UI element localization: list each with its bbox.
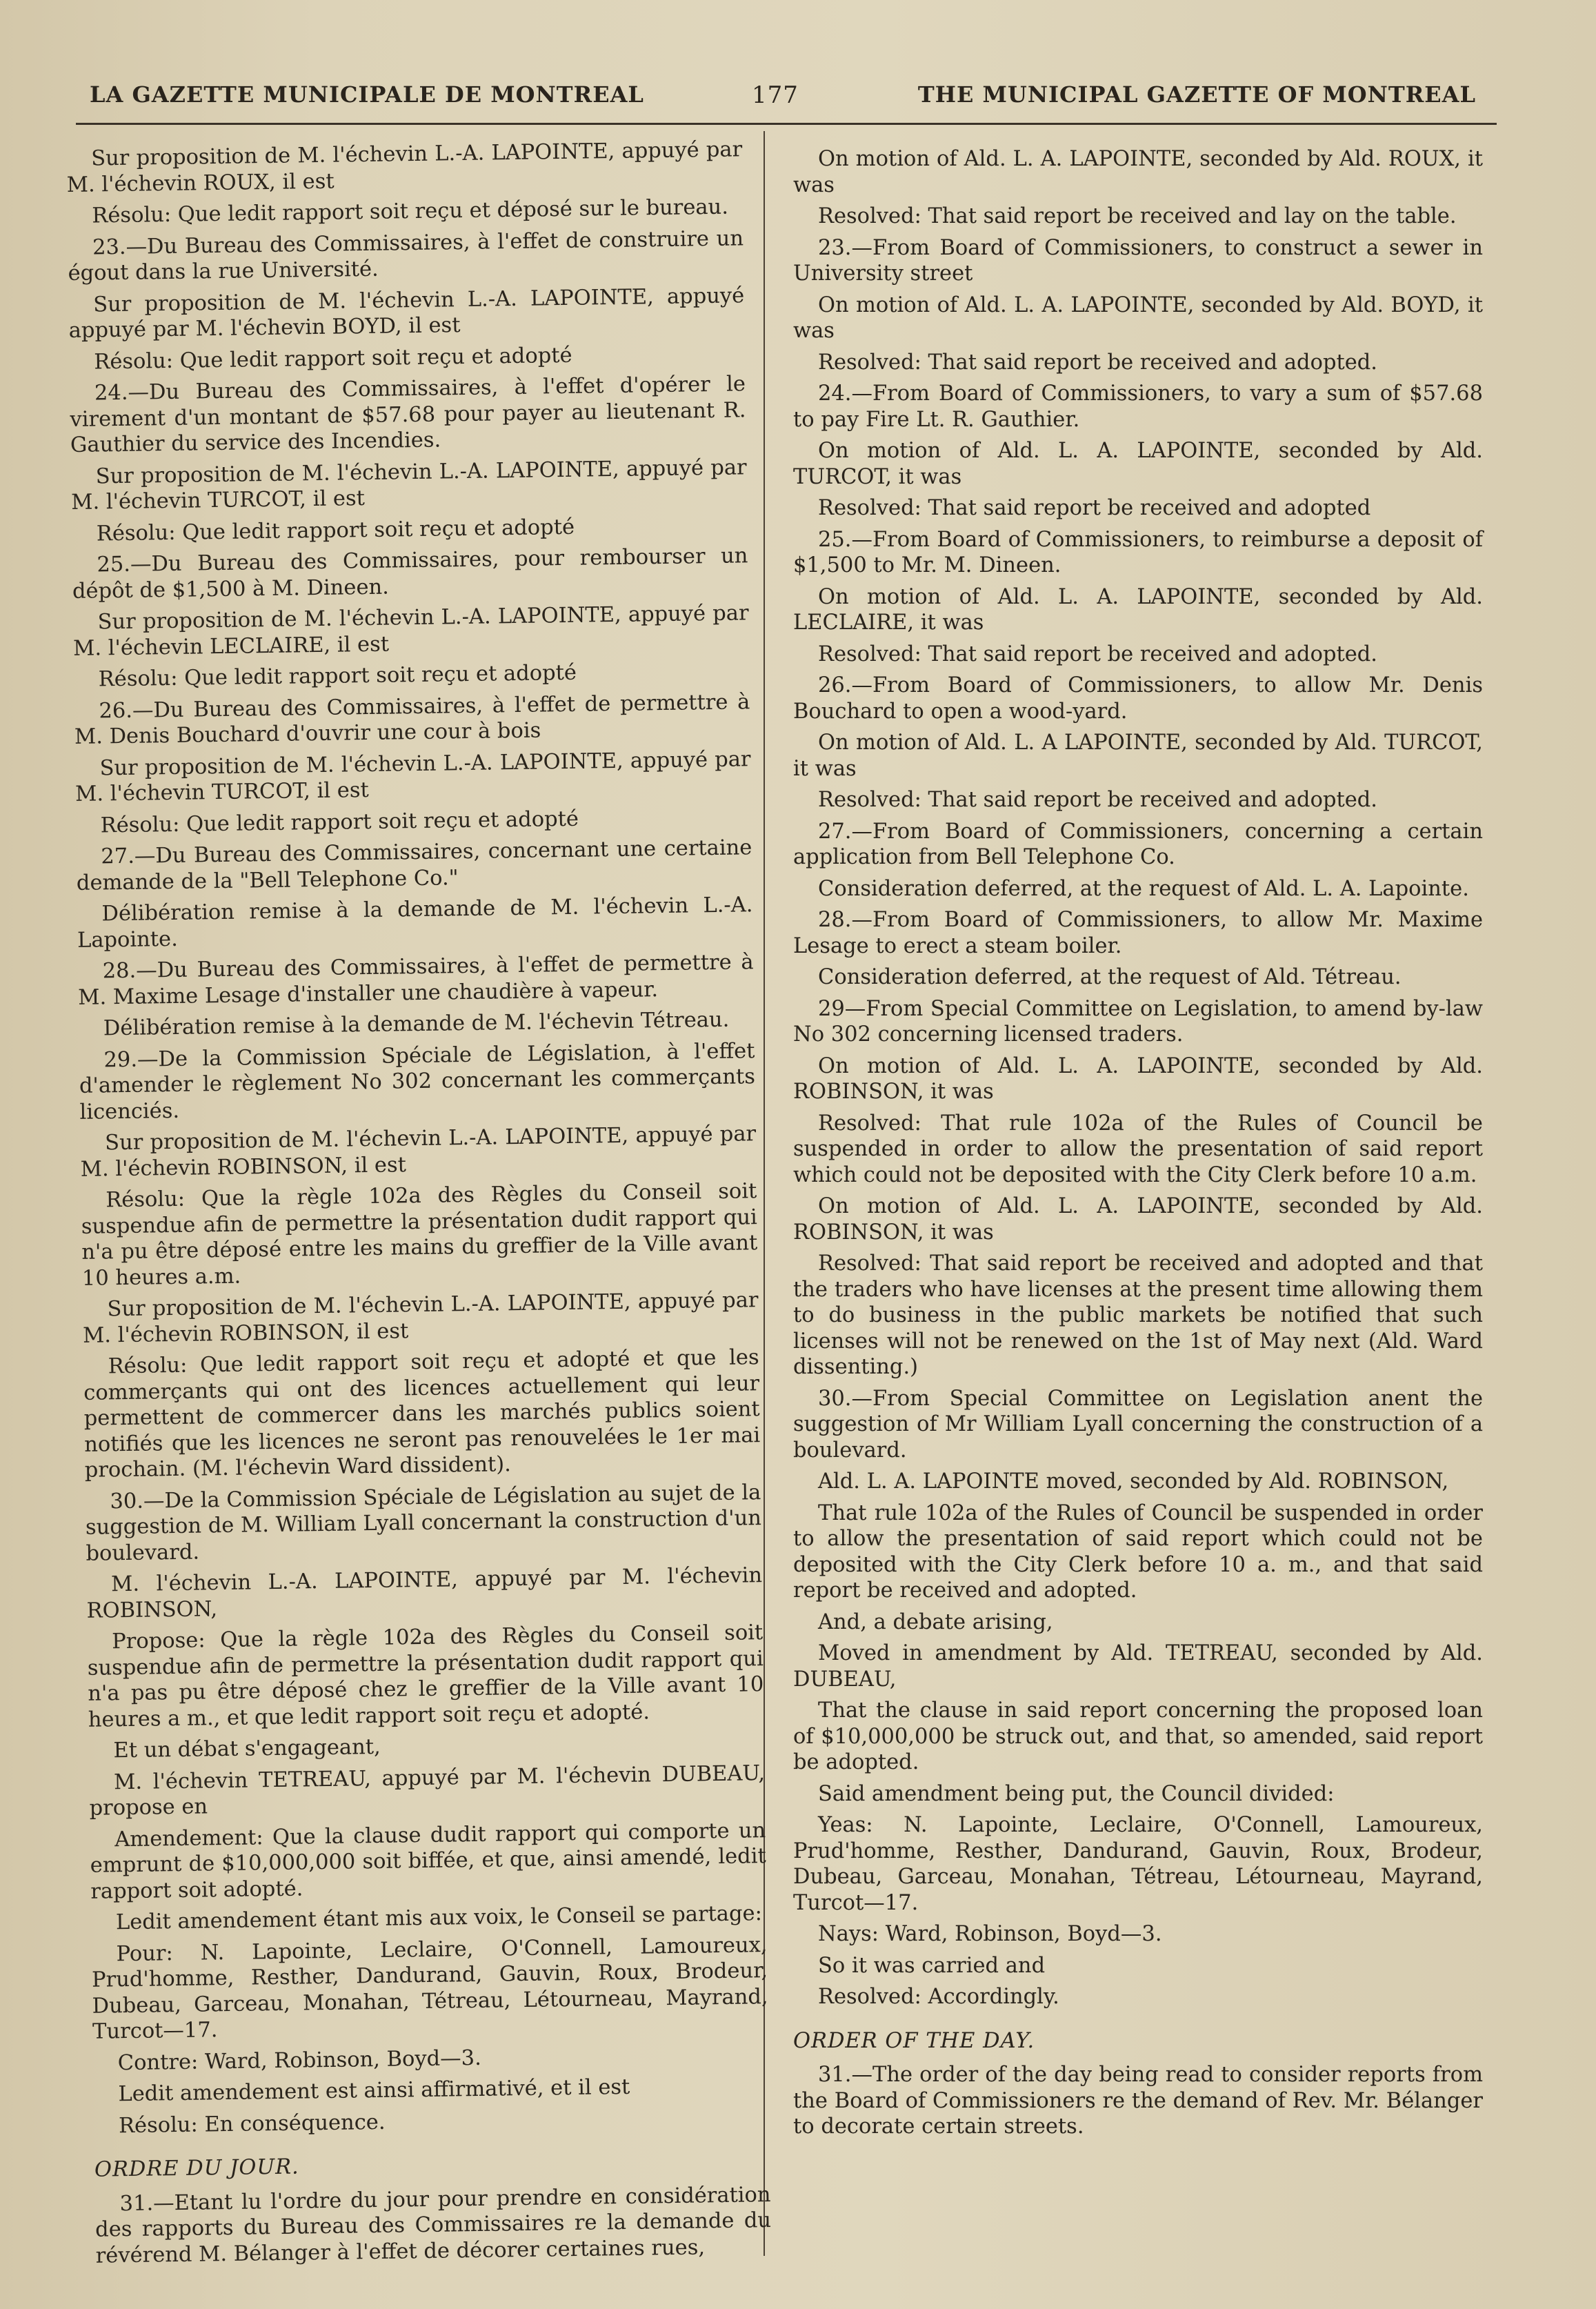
french-paragraph: Sur proposition de M. l'échevin L.-A. LAPOINTE, appuyé par M. l'échevin LECLAIRE, il est	[72, 601, 749, 661]
english-paragraph: Resolved: That said report be received and adopted.	[818, 788, 1377, 812]
english-section-heading: ORDER OF THE DAY.	[793, 2028, 1035, 2053]
english-paragraph: On motion of Ald. L. A. LAPOINTE, seconded by Ald. ROUX, it was	[793, 147, 1483, 197]
page-header	[90, 81, 1476, 123]
french-paragraph: Résolu: En conséquence.	[118, 2110, 386, 2138]
french-paragraph: 25.—Du Bureau des Commissaires, pour rembourser un dépôt de $1,500 à M. Dineen.	[72, 544, 748, 604]
french-paragraph: 26.—Du Bureau des Commissaires, à l'effet de permettre à M. Denis Bouchard d'ouvrir une cour à bois	[74, 689, 750, 749]
english-paragraph: Consideration deferred, at the request of Ald. L. A. Lapointe.	[818, 876, 1469, 901]
french-column	[66, 137, 772, 2274]
french-paragraph: Sur proposition de M. l'échevin L.-A. LAPOINTE, appuyé par M. l'échevin ROBINSON, il est	[82, 1288, 759, 1348]
english-paragraph: So it was carried and	[818, 1953, 1046, 1978]
french-paragraph: Délibération remise à la demande de M. l'échevin Tétreau.	[103, 1007, 730, 1041]
french-paragraph: M. l'échevin TETREAU, appuyé par M. l'échevin DUBEAU, propose en	[89, 1761, 766, 1821]
english-paragraph: On motion of Ald. L. A. LAPOINTE, seconded by Ald. BOYD, it was	[793, 293, 1483, 343]
french-paragraph: M. l'échevin L.-A. LAPOINTE, appuyé par M. l'échevin ROBINSON,	[86, 1563, 763, 1623]
french-paragraph: Délibération remise à la demande de M. l'échevin L.-A. Lapointe.	[77, 893, 753, 953]
english-paragraph: Said amendment being put, the Council divided:	[818, 1781, 1335, 1806]
english-paragraph: Consideration deferred, at the request of Ald. Tétreau.	[818, 965, 1402, 989]
english-paragraph: Resolved: That said report be received and adopted and that the traders who have licenses at the present time allowing them to do business in the public markets be notified that such licenses will not be renewed on the 1st of May next (Ald. Ward dissenting.)	[793, 1251, 1483, 1379]
header-french-title: LA GAZETTE MUNICIPALE DE MONTREAL	[90, 81, 644, 108]
french-paragraph: Pour: N. Lapointe, Leclaire, O'Connell, Lamoureux, Prud'homme, Resther, Dandurand, Gauvin, Roux, Brodeur, Dubeau, Garceau, Monahan, Tétreau, Létourneau, Mayrand, Turcot—17.	[91, 1932, 768, 2044]
french-paragraph: 23.—Du Bureau des Commissaires, à l'effet de construire un égout dans la rue Université.	[68, 226, 744, 286]
english-paragraph: Resolved: That said report be received and lay on the table.	[818, 204, 1457, 228]
french-paragraph: Résolu: Que ledit rapport soit reçu et adopté	[94, 343, 572, 374]
english-paragraph: Resolved: That rule 102a of the Rules of Council be suspended in order to allow the presentation of said report which could not be deposited with the City Clerk before 10 a.m.	[793, 1111, 1483, 1187]
english-paragraph: 26.—From Board of Commissioners, to allow Mr. Denis Bouchard to open a wood-yard.	[793, 673, 1483, 724]
english-paragraph: Moved in amendment by Ald. TETREAU, seconded by Ald. DUBEAU,	[793, 1641, 1483, 1692]
french-paragraph: Et un débat s'engageant,	[113, 1734, 381, 1763]
french-paragraph: 31.—Etant lu l'ordre du jour pour prendre en considération des rapports du Bureau des Commissaires re la demande du révérend M. Bélanger à l'effet de décorer certaines rues,	[94, 2182, 772, 2268]
english-paragraph: 27.—From Board of Commissioners, concerning a certain application from Bell Telephone Co.	[793, 819, 1483, 869]
english-paragraph: 29—From Special Committee on Legislation, to amend by-law No 302 concerning licensed traders.	[793, 996, 1483, 1047]
french-paragraph: Résolu: Que ledit rapport soit reçu et déposé sur le bureau.	[92, 195, 729, 228]
french-paragraph: Sur proposition de M. l'échevin L.-A. LAPOINTE, appuyé appuyé par M. l'échevin BOYD, il est	[68, 283, 745, 343]
english-paragraph: 24.—From Board of Commissioners, to vary a sum of $57.68 to pay Fire Lt. R. Gauthier.	[793, 381, 1483, 432]
english-paragraph: 30.—From Special Committee on Legislation anent the suggestion of Mr William Lyall concerning the construction of a boulevard.	[793, 1386, 1483, 1463]
english-paragraph: Ald. L. A. LAPOINTE moved, seconded by Ald. ROBINSON,	[818, 1469, 1449, 1494]
english-paragraph: Resolved: Accordingly.	[818, 1985, 1059, 2009]
french-paragraph: Ledit amendement étant mis aux voix, le Conseil se partage:	[115, 1901, 763, 1935]
english-paragraph: On motion of Ald. L. A. LAPOINTE, seconded by Ald. TURCOT, it was	[793, 439, 1483, 489]
french-paragraph: Sur proposition de M. l'échevin L.-A. LAPOINTE, appuyé par M. l'échevin TURCOT, il est	[74, 746, 751, 806]
french-paragraph: 28.—Du Bureau des Commissaires, à l'effet de permettre à M. Maxime Lesage d'installer une chaudière à vapeur.	[77, 950, 754, 1010]
english-paragraph: And, a debate arising,	[818, 1609, 1053, 1634]
english-paragraph: Resolved: That said report be received and adopted.	[818, 350, 1377, 375]
french-paragraph: 27.—Du Bureau des Commissaires, concernant une certaine demande de la "Bell Telephone Co."	[76, 835, 752, 895]
english-paragraph: Resolved: That said report be received and adopted.	[818, 642, 1377, 666]
french-paragraph: Résolu: Que ledit rapport soit reçu et adopté et que les commerçants qui ont des licences actuellement qui leur permettent de commercer dans les marchés publics soient notifiés que les licences ne seront pas renouvelées le 1er mai prochain. (M. l'échevin Ward dissident).	[83, 1345, 761, 1483]
english-paragraph: That rule 102a of the Rules of Council be suspended in order to allow the presentation of said report which could not be deposited with the City Clerk before 10 a. m., and that said report be received and adopted.	[793, 1500, 1483, 1603]
english-paragraph: 25.—From Board of Commissioners, to reimburse a deposit of $1,500 to Mr. M. Dineen.	[793, 527, 1483, 577]
french-paragraph: Sur proposition de M. l'échevin L.-A. LAPOINTE, appuyé par M. l'échevin ROBINSON, il est	[80, 1122, 757, 1182]
french-paragraph: Contre: Ward, Robinson, Boyd—3.	[117, 2045, 482, 2075]
french-paragraph: Résolu: Que ledit rapport soit reçu et adopté	[98, 660, 577, 692]
french-paragraph: 29.—De la Commission Spéciale de Législation, à l'effet d'amender le règlement No 302 concernant les commerçants licenciés.	[79, 1038, 756, 1124]
english-paragraph: Resolved: That said report be received and adopted	[818, 496, 1371, 520]
french-paragraph: Ledit amendement est ainsi affirmativé, et il est	[118, 2074, 630, 2107]
english-paragraph: That the clause in said report concerning the proposed loan of $10,000,000 be struck out, and that, so amended, said report be adopted.	[793, 1698, 1483, 1774]
english-paragraph: 23.—From Board of Commissioners, to construct a sewer in University street	[793, 235, 1483, 286]
french-paragraph: Résolu: Que ledit rapport soit reçu et adopté	[100, 806, 579, 838]
french-paragraph: 24.—Du Bureau des Commissaires, à l'effet d'opérer le virement d'un montant de $57.68 pour payer au lieutenant R. Gauthier du service des Incendies.	[70, 372, 746, 457]
french-paragraph: Résolu: Que la règle 102a des Règles du Conseil soit suspendue afin de permettre la présentation dudit rapport qui n'a pu être déposé entre les mains du greffier de la Ville avant 10 heures a.m.	[81, 1179, 758, 1291]
english-paragraph: 31.—The order of the day being read to consider reports from the Board of Commissioners re the demand of Rev. Mr. Bélanger to decorate certain streets.	[793, 2063, 1483, 2139]
french-section-heading: ORDRE DU JOUR.	[94, 2154, 299, 2182]
english-paragraph: On motion of Ald. L. A. LAPOINTE, seconded by Ald. ROBINSON, it was	[793, 1053, 1483, 1104]
french-paragraph: Sur proposition de M. l'échevin L.-A. LAPOINTE, appuyé par M. l'échevin TURCOT, il est	[70, 455, 747, 515]
french-paragraph: Résolu: Que ledit rapport soit reçu et adopté	[96, 515, 575, 546]
english-column	[793, 146, 1483, 2146]
english-paragraph: 28.—From Board of Commissioners, to allow Mr. Maxime Lesage to erect a steam boiler.	[793, 908, 1483, 958]
english-paragraph: On motion of Ald. L. A. LAPOINTE, seconded by Ald. ROBINSON, it was	[793, 1194, 1483, 1245]
header-english-title: THE MUNICIPAL GAZETTE OF MONTREAL	[917, 81, 1476, 108]
english-paragraph: Yeas: N. Lapointe, Leclaire, O'Connell, Lamoureux, Prud'homme, Resther, Dandurand, Gauvin, Roux, Brodeur, Dubeau, Garceau, Monahan, Tétreau, Létourneau, Mayrand, Turcot—17.	[793, 1813, 1483, 1915]
page-number: 177	[752, 81, 799, 109]
english-paragraph: On motion of Ald. L. A. LAPOINTE, seconded by Ald. LECLAIRE, it was	[793, 584, 1483, 635]
french-paragraph: Sur proposition de M. l'échevin L.-A. LAPOINTE, appuyé par M. l'échevin ROUX, il est	[66, 137, 743, 197]
french-paragraph: Propose: Que la règle 102a des Règles du Conseil soit suspendue afin de permettre la présentation dudit rapport qui n'a pas pu être déposé chez le greffier de la Ville avant 10 heures a m., et que ledit rapport soit reçu et adopté.	[87, 1621, 764, 1732]
english-paragraph: Nays: Ward, Robinson, Boyd—3.	[818, 1922, 1162, 1946]
french-paragraph: 30.—De la Commission Spéciale de Législation au sujet de la suggestion de M. William Lyall concernant la construction d'un boulevard.	[85, 1480, 762, 1566]
header-rule	[76, 123, 1497, 125]
french-paragraph: Amendement: Que la clause dudit rapport qui comporte un emprunt de $10,000,000 soit biffée, et que, ainsi amendé, ledit rapport soit adopté.	[90, 1818, 766, 1904]
english-paragraph: On motion of Ald. L. A LAPOINTE, seconded by Ald. TURCOT, it was	[793, 731, 1483, 781]
